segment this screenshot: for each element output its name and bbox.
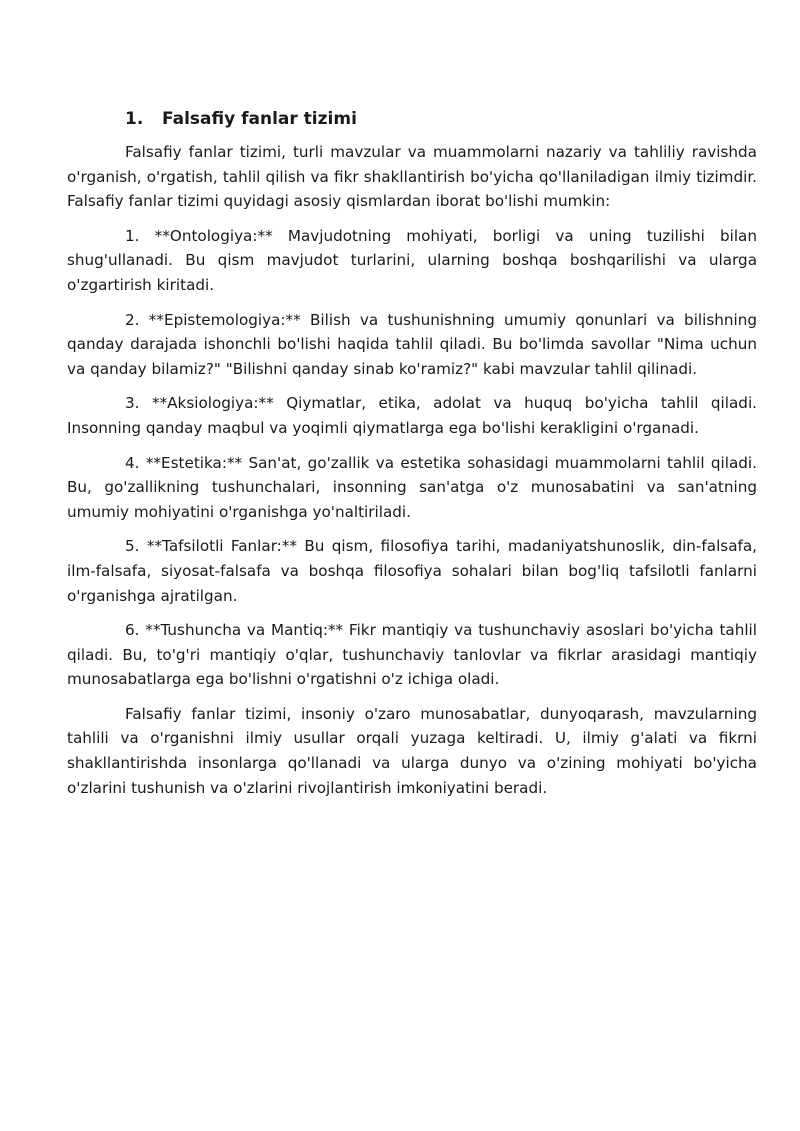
section-heading [67,106,757,132]
item-tushuncha-va-mantiq: 6. **Tushuncha va Mantiq:** Fikr mantiqiy va tushunchaviy asoslari bo'yicha tahlil qiladi. Bu, to'g'ri mantiqiy o'qlar, tushunchaviy tanlovlar va fikrlar arasidagi mantiqiy munosabatlarga ega bo'lishni o'rgatishni o'z ichiga oladi. [67,621,757,689]
item-ontologiya: 1. **Ontologiya:** Mavjudotning mohiyati, borligi va uning tuzilishi bilan shug'ullanadi. Bu qism mavjudot turlarini, ularning boshqa boshqarilishi va ularga o'zgartirish kiritadi. [67,226,757,294]
item-aksiologiya: 3. **Aksiologiya:** Qiymatlar, etika, adolat va huquq bo'yicha tahlil qiladi. Insonning qanday maqbul va yoqimli qiymatlarga ega bo'lishi kerakligini o'rganadi. [67,394,757,437]
item-estetika: 4. **Estetika:** San'at, go'zallik va estetika sohasidagi muammolarni tahlil qiladi. Bu, go'zallikning tushunchalari, insonning san'atga o'z munosabatini va san'atning umumiy mohiyatini o'rganishga yo'naltiriladi. [67,453,757,521]
item-epistemologiya: 2. **Epistemologiya:** Bilish va tushunishning umumiy qonunlari va bilishning qanday darajada ishonchli bo'lishi haqida tahlil qiladi. Bu bo'limda savollar "Nima uchun va qanday bilamiz?" "Bilishni qanday sinab ko'ramiz?" kabi mavzular tahlil qilinadi. [67,310,757,378]
section-title: Falsafiy fanlar tizimi [162,109,357,129]
item-tafsilotli-fanlar: 5. **Tafsilotli Fanlar:** Bu qism, filosofiya tarihi, madaniyatshunoslik, din-falsafa, ilm-falsafa, siyosat-falsafa va boshqa filosofiya sohalari bilan bog'liq tafsilotli fanlarni o'rganishga ajratilgan. [67,537,757,605]
intro-paragraph: Falsafiy fanlar tizimi, turli mavzular va muammolarni nazariy va tahliliy ravishda o'rganish, o'rgatish, tahlil qilish va fikr shakllantirish bo'yicha qo'llaniladigan ilmiy tizimdir. Falsafiy fanlar tizimi quyidagi asosiy qismlardan iborat bo'lishi mumkin: [67,143,757,211]
section-number: 1. [125,109,144,129]
document-body [67,106,757,810]
conclusion-paragraph: Falsafiy fanlar tizimi, insoniy o'zaro munosabatlar, dunyoqarash, mavzularning tahlili va o'rganishni ilmiy usullar orqali yuzaga keltiradi. U, ilmiy g'alati va fikrni shakllantirishda insonlarga qo'llanadi va ularga dunyo va o'zining mohiyati bo'yicha o'zlarini tushunish va o'zlarini rivojlantirish imkoniyatini beradi. [67,704,757,797]
